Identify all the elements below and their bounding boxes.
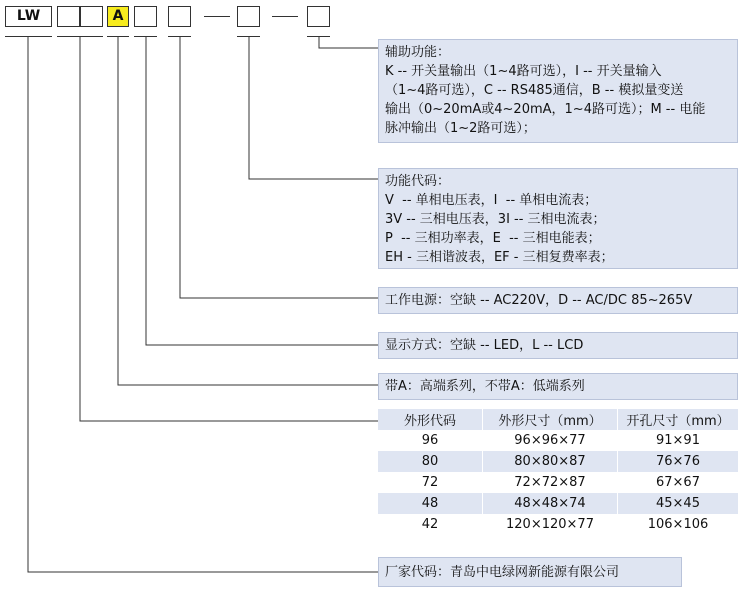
- table-cell: 45×45: [618, 493, 739, 514]
- table-header: 外形代码: [378, 409, 483, 430]
- aux-line: （1~4路可选），C -- RS485通信，B -- 模拟量变送: [385, 83, 684, 98]
- connector-size: [80, 36, 378, 421]
- table-cell: 96×96×77: [483, 430, 618, 451]
- connector-aux: [319, 36, 378, 48]
- table-cell: 96: [378, 430, 483, 451]
- code-prefix-box: LW: [5, 6, 52, 27]
- table-header-row: [378, 409, 738, 430]
- table-row: [378, 430, 738, 451]
- function-line: 3V -- 三相电压表，3I -- 三相电流表；: [385, 212, 606, 227]
- function-code-panel: [378, 168, 738, 269]
- function-line: P -- 三相功率表，E -- 三相电能表；: [385, 231, 601, 246]
- connector-power: [180, 36, 378, 298]
- table-cell: 72: [378, 472, 483, 493]
- connector-grade: [118, 36, 378, 385]
- table-row: [378, 514, 738, 535]
- table-row: [378, 493, 738, 514]
- table-row: [378, 472, 738, 493]
- aux-title: 辅助功能：: [385, 45, 451, 60]
- aux-function-panel: [378, 39, 738, 143]
- table-row: [378, 451, 738, 472]
- series-grade-panel: [378, 373, 738, 400]
- function-title: 功能代码：: [385, 174, 451, 189]
- table-cell: 106×106: [618, 514, 739, 535]
- function-line: EH - 三相谐波表，EF - 三相复费率表；: [385, 250, 614, 265]
- table-cell: 48: [378, 493, 483, 514]
- aux-line: 输出（0~20mA或4~20mA，1~4路可选）；M -- 电能: [385, 102, 706, 117]
- power-text: 工作电源：空缺 -- AC220V，D -- AC/DC 85~265V: [385, 293, 693, 308]
- manufacturer-panel: [378, 557, 682, 587]
- table-cell: 72×72×87: [483, 472, 618, 493]
- function-line: V -- 单相电压表，I -- 单相电流表；: [385, 193, 598, 208]
- maker-text: 厂家代码：青岛中电绿网新能源有限公司: [385, 565, 620, 580]
- power-supply-panel: [378, 287, 738, 314]
- table-cell: 67×67: [618, 472, 739, 493]
- table-header: 外形尺寸（mm）: [483, 409, 618, 430]
- aux-line: 脉冲输出（1~2路可选）；: [385, 121, 536, 136]
- connector-function: [249, 36, 378, 179]
- table-cell: 48×48×74: [483, 493, 618, 514]
- aux-line: K -- 开关量输出（1~4路可选），I -- 开关量输入: [385, 64, 662, 79]
- connector-display: [146, 36, 378, 345]
- table-header: 开孔尺寸（mm）: [618, 409, 739, 430]
- table-cell: 80×80×87: [483, 451, 618, 472]
- table-cell: 80: [378, 451, 483, 472]
- size-table: [378, 409, 738, 535]
- display-text: 显示方式：空缺 -- LED，L -- LCD: [385, 338, 584, 353]
- display-mode-panel: [378, 332, 738, 359]
- grade-text: 带A：高端系列，不带A：低端系列: [385, 379, 585, 394]
- table-cell: 91×91: [618, 430, 739, 451]
- table-cell: 120×120×77: [483, 514, 618, 535]
- table-cell: 42: [378, 514, 483, 535]
- table-cell: 76×76: [618, 451, 739, 472]
- code-grade-box: A: [107, 6, 129, 27]
